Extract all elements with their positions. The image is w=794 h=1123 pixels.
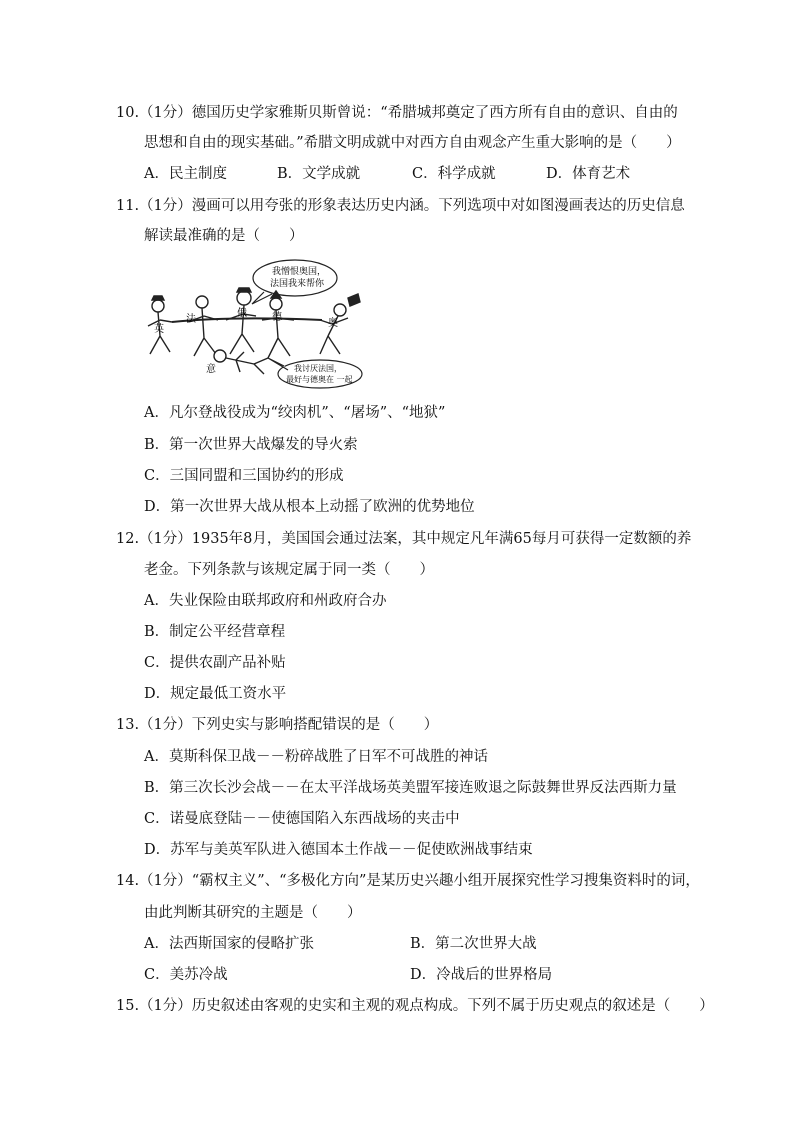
q10-option-b[interactable]: B．文学成就 [277,166,361,182]
q14-option-d[interactable]: D．冷战后的世界格局 [410,967,553,983]
label-austria: 奥 [328,318,338,329]
q13-option-c[interactable]: C．诺曼底登陆－－使德国陷入东西战场的夹击中 [144,811,460,827]
q10-stem-line2: 思想和自由的现实基础。”希腊文明成就中对西方自由观念产生重大影响的是（ ） [144,135,681,151]
bubble-top-line1: 我憎恨奥国， [272,267,327,277]
figure-france [188,296,218,356]
bubble-bottom-line1: 我讨厌法国， [294,364,342,373]
bubble-bottom-line2: 最好与德奥在 一起 [286,375,353,384]
q14-option-c[interactable]: C．美苏冷战 [144,967,228,983]
q10-stem-line1: 10.（1分）德国历史学家雅斯贝斯曾说：“希腊城邦奠定了西方所有自由的意识、自由的 [116,105,678,121]
bubble-top-line2: 法国我来帮你 [270,279,325,289]
q10-option-a[interactable]: A．民主制度 [144,166,227,182]
q13-stem-line1: 13.（1分）下列史实与影响搭配错误的是（ ） [116,717,439,733]
figure-austria [320,294,360,354]
label-england: 英 [154,324,164,335]
q12-stem-line1: 12.（1分）1935年8月，美国国会通过法案，其中规定凡年满65每月可获得一定数额的养 [116,531,692,547]
q12-stem-line2: 老金。下列条款与该规定属于同一类（ ） [144,562,434,578]
q11-stem-line1: 11.（1分）漫画可以用夸张的形象表达历史内涵。下列选项中对如图漫画表达的历史信息 [116,198,685,214]
speech-bubble-top [253,260,337,296]
label-france: 法 [186,314,196,325]
q14-stem-line1: 14.（1分）“霸权主义”、“多极化方向”是某历史兴趣小组开展探究性学习搜集资料时的词， [116,873,700,889]
label-italy: 意 [206,364,216,375]
q12-option-d[interactable]: D．规定最低工资水平 [144,686,287,702]
q12-option-b[interactable]: B．制定公平经营章程 [144,624,286,640]
q12-option-a[interactable]: A．失业保险由联邦政府和州政府合办 [144,593,387,609]
q11-option-b[interactable]: B．第一次世界大战爆发的导火索 [144,437,358,453]
q11-option-c[interactable]: C．三国同盟和三国协约的形成 [144,468,344,484]
q11-option-a[interactable]: A．凡尔登战役成为“绞肉机”、“屠场”、“地狱” [144,405,446,421]
q13-option-d[interactable]: D．苏军与美英军队进入德国本土作战－－促使欧洲战事结束 [144,842,533,858]
q13-option-a[interactable]: A．莫斯科保卫战－－粉碎战胜了日军不可战胜的神话 [144,749,488,765]
figure-russia [226,288,256,354]
q11-option-d[interactable]: D．第一次世界大战从根本上动摇了欧洲的优势地位 [144,499,475,515]
figure-germany [262,291,294,358]
q12-option-c[interactable]: C．提供农副产品补贴 [144,655,286,671]
q15-stem-line1: 15.（1分）历史叙述由客观的史实和主观的观点构成。下列不属于历史观点的叙述是（ ） [116,998,714,1014]
q14-option-a[interactable]: A．法西斯国家的侵略扩张 [144,936,314,952]
label-germany: 德 [272,312,282,323]
history-cartoon-image [144,258,368,390]
q13-option-b[interactable]: B．第三次长沙会战－－在太平洋战场英美盟军接连败退之际鼓舞世界反法西斯力量 [144,780,677,796]
q10-option-c[interactable]: C．科学成就 [412,166,496,182]
q14-option-b[interactable]: B．第二次世界大战 [410,936,537,952]
q11-stem-line2: 解读最准确的是（ ） [144,228,304,244]
q10-option-d[interactable]: D．体育艺术 [546,166,631,182]
q14-stem-line2: 由此判断其研究的主题是（ ） [144,905,362,921]
label-russia: 俄 [237,308,247,319]
figure-italy [214,350,268,374]
